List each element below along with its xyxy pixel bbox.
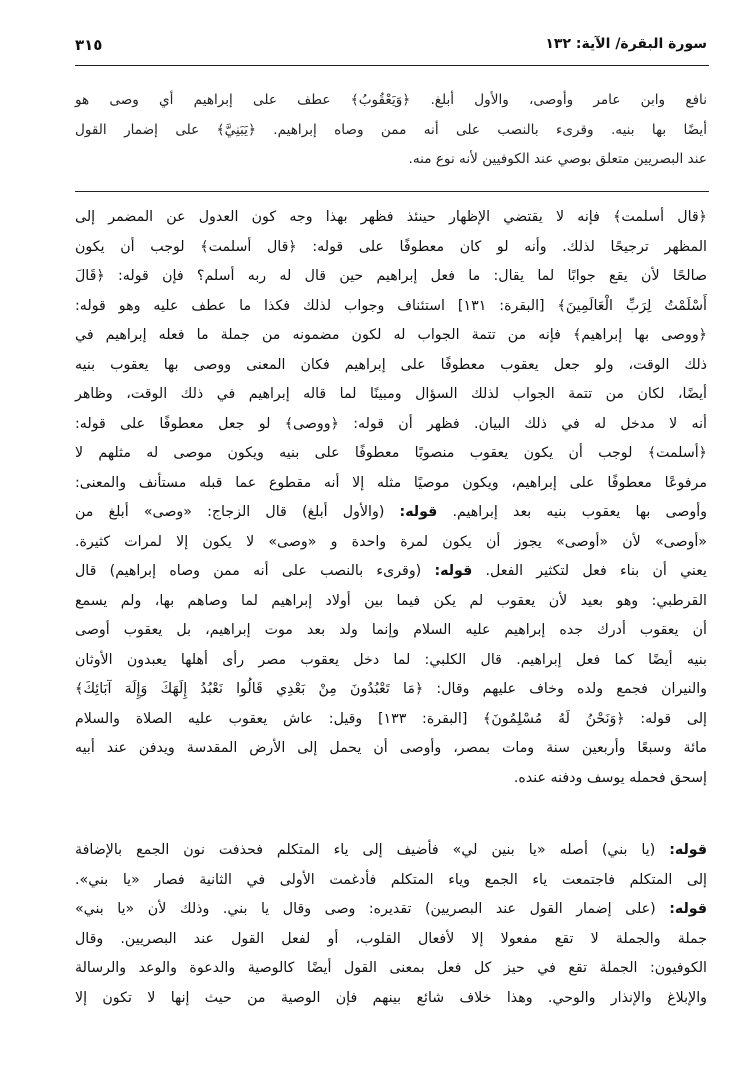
line-text: بنيه أيضًا كما فعل إبراهيم. قال الكلبي: لما دخل يعقوب مصر رأى أهلها يعبدون الأوثان [75, 651, 707, 668]
text-line [75, 351, 707, 381]
text-line [75, 764, 707, 794]
qawluhu-label: قوله: [669, 901, 707, 917]
line-text: والإبلاغ والإنذار والوحي. وهذا خلاف شائع بينهم فإن الوصية من حيث إنها لا تكون إلا [75, 989, 707, 1006]
text-line [75, 954, 707, 984]
text-line [75, 116, 707, 146]
section-divider [75, 191, 709, 192]
line-text: (والأول أبلغ) قال الزجاج: «وصى» أبلغ من [75, 504, 400, 520]
line-text: ﴿قال أسلمت﴾ فإنه لا يقتضي الإظهار حينئذ فظهر بهذا وجه كون العدول عن المضمر إلى [75, 209, 707, 225]
line-text: نافع وابن عامر وأوصى، والأول أبلغ. ﴿وَيَعْقُوبُ﴾ عطف على إبراهيم أي وصى هو [75, 92, 707, 108]
line-text: جملة والجملة لا تقع مفعولا إلا لأفعال القلوب، أو لفعل القول عند البصريين. وقال [75, 930, 707, 947]
text-line [75, 410, 707, 440]
line-text: والنيران فجمع ولده وخاف عليهم وقال: ﴿مَا تَعْبُدُونَ مِنْ بَعْدِي قَالُوا نَعْبُدُ إِلَهَكَ وَإِلَهَ آبَائِكَ﴾ [75, 681, 707, 697]
text-line [75, 262, 707, 292]
text-line [75, 646, 707, 676]
line-text: أيضًا بها بنيه. وقرىء بالنصب على أنه ممن وصاه إبراهيم. ﴿يَبَنِيَّ﴾ على إضمار القول [75, 121, 707, 138]
text-line [75, 925, 707, 955]
line-text: إلى قوله: ﴿وَنَحْنُ لَهُ مُسْلِمُونَ﴾ [البقرة: ١٣٣] وقيل: عاش يعقوب عليه الصلاة والسلام [75, 710, 707, 727]
line-text: وأوصى بها يعقوب بنيه بعد إبراهيم. [437, 504, 707, 520]
line-text: عند البصريين متعلق بوصي عند الكوفيين لأنه نوع منه. [408, 151, 707, 167]
page-header [75, 36, 707, 60]
header-rule [75, 65, 709, 66]
text-line [75, 557, 707, 587]
qawluhu-label: قوله: [434, 563, 473, 579]
line-text: إلى المتكلم فاجتمعت ياء الجمع وياء المتكلم فأدغمت الأولى في الثانية فصار «يا بني». [75, 871, 707, 888]
qawluhu-label: قوله: [399, 504, 438, 520]
text-line [75, 203, 707, 233]
line-text: ﴿أسلمت﴾ لوجب أن يكون يعقوب منصوبًا معطوفًا على بنيه ويكون موصى له مثلهم لا [75, 445, 707, 461]
line-text: (وقرىء بالنصب على أنه ممن وصاه إبراهيم) قال [75, 563, 435, 579]
text-line [75, 587, 707, 617]
line-text: ذلك الوقت، ولو جعل يعقوب معطوفًا على إبراهيم فكان المعنى ووصى بها يعقوب بنيه [75, 356, 707, 373]
running-title: سورة البقرة/ الآية: ١٣٢ [545, 36, 707, 52]
line-text: القرطبي: وهو بعيد لأن يعقوب لم يكن فيما بين أولاد إبراهيم لما وصاهم بها، ولم يسمع [75, 592, 707, 609]
line-text: الكوفيون: الجملة تقع في حيز كل فعل بمعنى القول أيضًا كالوصية والدعوة والوعد والرسالة [75, 960, 707, 976]
line-text: «أوصى» لأن «أوصى» يجوز أن يكون لمرة واحدة و «وصى» لا يكون إلا لمرات كثيرة. [75, 533, 707, 550]
main-commentary-paragraph [75, 203, 707, 793]
line-text: أيضًا، لكان من تتمة الجواب لذلك السؤال ومبينًا لما قاله إبراهيم في ذلك الوقت، وظاهر [75, 386, 707, 402]
line-text: المظهر ترجيحًا لذلك. وأنه لو كان معطوفًا على قوله: ﴿قال أسلمت﴾ لوجب أن يكون [75, 238, 707, 255]
line-text: أن يعقوب أدرك جده إبراهيم عليه السلام وإنما ولد بعد موت إبراهيم، بل يعقوب أوصى [75, 622, 707, 638]
line-text: أنه لا مدخل له في ذلك البيان. فظهر أن قوله: ﴿ووصى﴾ لو جعل معطوفًا على قوله: [75, 415, 707, 432]
text-line [75, 439, 707, 469]
text-line [75, 866, 707, 896]
text-line [75, 498, 707, 528]
text-line [75, 734, 707, 764]
line-text: ﴿ووصى بها إبراهيم﴾ فإنه من تتمة الجواب له لكون مضمونه من جملة ما فعله إبراهيم في [75, 327, 707, 343]
text-line [75, 616, 707, 646]
text-line [75, 836, 707, 866]
text-line [75, 233, 707, 263]
line-text: أَسْلَمْتُ لِرَبِّ الْعَالَمِينَ﴾ [البقرة: ١٣١] استئناف وجواب لذلك فكذا ما عطف عليه وهو قوله: [75, 297, 707, 314]
line-text: مائة وسبعًا وأربعين سنة ومات بمصر، وأوصى أن يحمل إلى الأرض المقدسة ويدفن عند أبيه [75, 740, 707, 756]
line-text: (على إضمار القول عند البصريين) تقديره: وصى وقال يا بني. وذلك لأن «يا بني» [75, 901, 670, 917]
text-line [75, 86, 707, 116]
line-text: (يا بني) أصله «يا بنين لي» فأضيف إلى ياء المتكلم فحذفت نون الجمع بالإضافة [75, 842, 670, 858]
text-line [75, 895, 707, 925]
text-line [75, 321, 707, 351]
top-text-block [75, 86, 707, 175]
text-line [75, 528, 707, 558]
second-commentary-paragraph [75, 836, 707, 1013]
text-line [75, 984, 707, 1014]
line-text: مرفوعًا معطوفًا على إبراهيم، ويكون موصيًا مثله إلا أنه مقطوع عما قبله مستأنف والمعنى: [75, 474, 707, 491]
text-line [75, 469, 707, 499]
page-number: ٣١٥ [75, 36, 103, 54]
text-line [75, 705, 707, 735]
text-line [75, 380, 707, 410]
line-text: يعني أن بناء فعل لتكثير الفعل. [472, 563, 707, 579]
text-line [75, 292, 707, 322]
text-line [75, 145, 707, 175]
line-text: إسحق فحمله يوسف ودفنه عنده. [513, 769, 707, 786]
text-line [75, 675, 707, 705]
line-text: صالحًا لأن يقع جوابًا لما يقال: ما فعل إبراهيم حين قال له ربه أسلم؟ فإن قوله: ﴿قَالَ [75, 268, 707, 284]
qawluhu-label: قوله: [669, 842, 707, 858]
